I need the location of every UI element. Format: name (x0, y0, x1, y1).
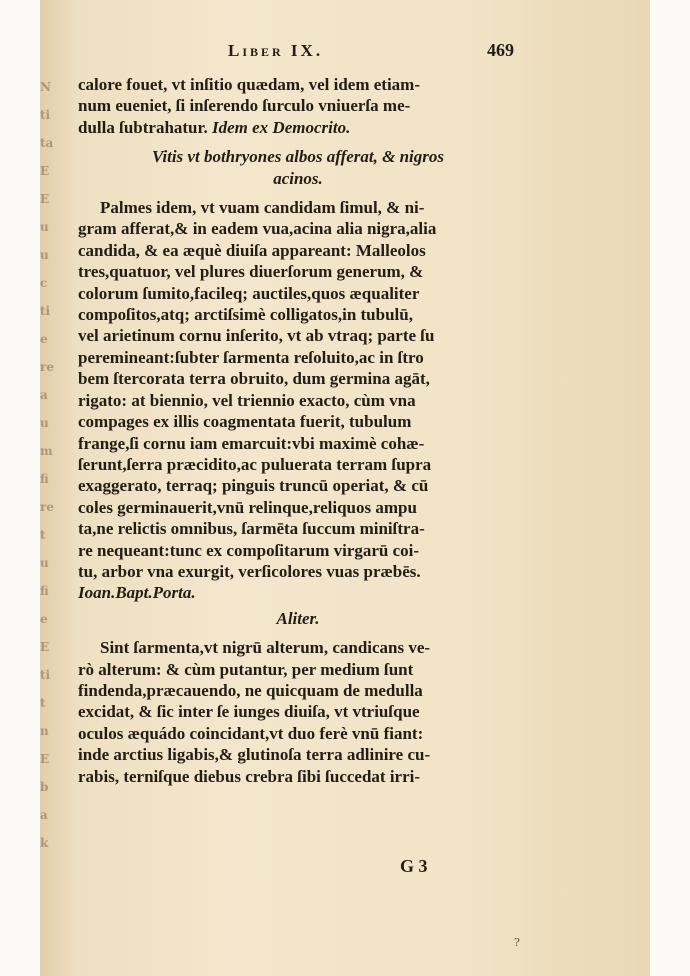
section-heading: Aliter. (276, 608, 320, 628)
bleed-glyph: E (40, 752, 50, 766)
bleed-glyph: a (40, 388, 48, 402)
bleed-glyph: u (40, 556, 49, 570)
text-line: inde arctius ligabis,& glutinoſa terra adlinire cu- (78, 745, 431, 765)
text-line: frange,ſi cornu iam emarcuit:vbi maximè cohæ- (78, 433, 425, 453)
page-number: 469 (487, 40, 514, 60)
bleed-glyph: E (40, 192, 50, 206)
text-line: compages ex illis coagmentata fuerit, tubulum (78, 412, 412, 432)
bleed-glyph: ti (40, 304, 51, 318)
paragraph-2 (78, 637, 518, 787)
bleed-glyph: u (40, 220, 49, 234)
bleed-glyph: E (40, 164, 50, 178)
text-line: peremineant:ſubter ſarmenta reſoluito,ac in ſtro (78, 347, 424, 367)
section-heading: Vitis vt bothryones albos afferat, & nigros (151, 147, 445, 167)
text-line: tu, arbor vna exurgit, verſicolores vuas præbēs. (78, 561, 421, 581)
bleed-glyph: E (40, 640, 50, 654)
bleed-glyph: ti (40, 108, 51, 122)
bleed-glyph: m (40, 444, 53, 458)
bleed-glyph: fi (40, 472, 49, 486)
text-line: re nequeant:tunc ex compoſitarum virgarū coi- (78, 540, 420, 560)
bleed-glyph: u (40, 416, 49, 430)
text-line: findenda,præcauendo, ne quicquam de medulla (78, 680, 423, 700)
bleed-glyph: re (40, 360, 54, 374)
text-line: exaggerato, terraq; pinguis truncū operiat, & cū (78, 476, 429, 496)
text-line: Palmes idem, vt vuam candidam ſimul, & ni- (100, 198, 425, 218)
text-line: num eueniet, ſi inſerendo ſurculo vniuerſa me- (78, 96, 411, 116)
running-head: Liber IX. (228, 41, 324, 60)
section-heading-cont: acinos. (273, 168, 323, 188)
text-line: gram afferat,& in eadem vua,acina alia nigra,alia (78, 219, 437, 239)
text-line: excidat, & ſic inter ſe iunges diuiſa, vt vtriuſque (78, 702, 420, 722)
bleed-glyph: re (40, 500, 54, 514)
text-line: colorum ſumito,facileq; auctiles,quos æqualiter (78, 283, 420, 303)
signature-mark: G 3 (400, 856, 428, 876)
page-header (78, 38, 518, 74)
source-citation: Ioan.Bapt.Porta. (78, 583, 196, 603)
bleed-glyph: t (40, 696, 46, 710)
text-line: oculos æquádo coincidant,vt duo ferè vnū fiant: (78, 723, 424, 743)
bleed-glyph: n (40, 724, 49, 738)
line-text: dulla ſubtrahatur. (78, 117, 208, 137)
bleed-glyph: fi (40, 584, 49, 598)
text-line: coles germinauerit,vnū relinque,reliquos ampu (78, 497, 417, 517)
bleed-glyph: k (40, 836, 49, 850)
bleed-glyph: ti (40, 668, 51, 682)
paragraph-1 (78, 197, 518, 582)
bleed-glyph: u (40, 248, 49, 262)
text-line: tres,quatuor, vel plures diuerſorum generum, & (78, 262, 424, 282)
text-line (78, 117, 518, 138)
bleed-glyph: e (40, 332, 48, 346)
text-line: calore fouet, vt inſitio quædam, vel idem etiam- (78, 75, 421, 94)
source-citation: Idem ex Democrito. (212, 117, 351, 137)
bleed-glyph: N (40, 80, 51, 94)
text-line: bem ſtercorata terra obruito, dum germina agāt, (78, 369, 430, 389)
text-block (78, 38, 518, 787)
text-line: ſerunt,ſerra præcidito,ac puluerata terram ſupra (78, 454, 432, 474)
text-line: candida, & ea æquè diuiſa appareant: Malleolos (78, 240, 426, 260)
text-line: rabis, terniſque diebus crebra ſibi ſuccedat irri- (78, 766, 421, 786)
text-line: Sint ſarmenta,vt nigrū alterum, candicans ve- (100, 638, 431, 658)
bleed-glyph: b (40, 780, 49, 794)
text-line: rò alterum: & cùm putantur, per medium ſunt (78, 659, 414, 679)
text-line: ta,ne relictis omnibus, ſarmēta ſuccum miniſtra- (78, 519, 425, 539)
text-line: rigato: at biennio, vel triennio exacto, cùm vna (78, 390, 416, 410)
bleed-glyph: ta (40, 136, 54, 150)
bleed-glyph: t (40, 528, 46, 542)
bleed-glyph: a (40, 808, 48, 822)
text-line: compoſitos,atq; arctiſsimè colligatos,in tubulū, (78, 305, 413, 325)
bottom-mark: ? (514, 936, 520, 949)
bleed-glyph: c (40, 276, 48, 290)
text-line: vel arietinum cornu inſerito, vt ab vtraq; parte ſu (78, 326, 435, 346)
bleed-glyph: e (40, 612, 48, 626)
